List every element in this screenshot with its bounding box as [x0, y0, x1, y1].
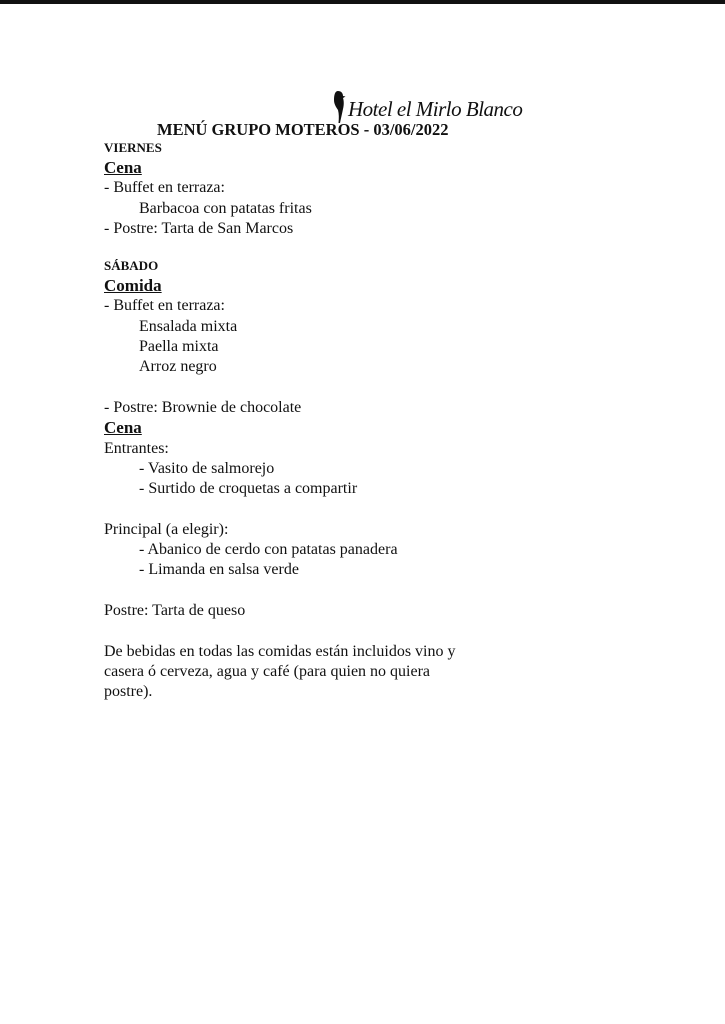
postre-line: Postre: Tarta de queso	[104, 601, 246, 619]
menu-item: Barbacoa con patatas fritas	[139, 199, 312, 217]
menu-item: - Vasito de salmorejo	[139, 459, 275, 477]
blackbird-icon	[332, 90, 346, 124]
bebidas-note-line: casera ó cerveza, agua y café (para quien no quiera	[104, 662, 431, 680]
menu-item: Paella mixta	[139, 338, 219, 356]
logo-text: Hotel el Mirlo Blanco	[348, 97, 523, 121]
menu-content	[104, 138, 524, 702]
menu-item: - Surtido de croquetas a compartir	[139, 480, 358, 498]
bebidas-note-line: postre).	[104, 683, 153, 701]
menu-item: - Abanico de cerdo con patatas panadera	[139, 541, 398, 559]
day-heading-viernes: VIERNES	[104, 140, 162, 155]
meal-heading-cena-viernes: Cena	[104, 158, 142, 177]
menu-item: Ensalada mixta	[139, 317, 238, 335]
menu-item: Arroz negro	[139, 358, 217, 376]
meal-heading-cena-sabado: Cena	[104, 418, 142, 438]
bebidas-note-line: De bebidas en todas las comidas están incluidos vino y	[104, 642, 456, 660]
meal-heading-comida: Comida	[104, 276, 162, 296]
principal-label: Principal (a elegir):	[104, 520, 229, 538]
buffet-label: - Buffet en terraza:	[104, 179, 225, 197]
menu-item: - Limanda en salsa verde	[139, 561, 299, 579]
entrantes-label: Entrantes:	[104, 439, 169, 457]
hotel-logo	[332, 84, 522, 124]
document-title: MENÚ GRUPO MOTEROS - 03/06/2022	[157, 120, 449, 139]
buffet-label: - Buffet en terraza:	[104, 297, 225, 315]
day-heading-sabado: SÁBADO	[104, 258, 159, 274]
postre-line: - Postre: Brownie de chocolate	[104, 398, 302, 416]
postre-line: - Postre: Tarta de San Marcos	[104, 219, 294, 237]
